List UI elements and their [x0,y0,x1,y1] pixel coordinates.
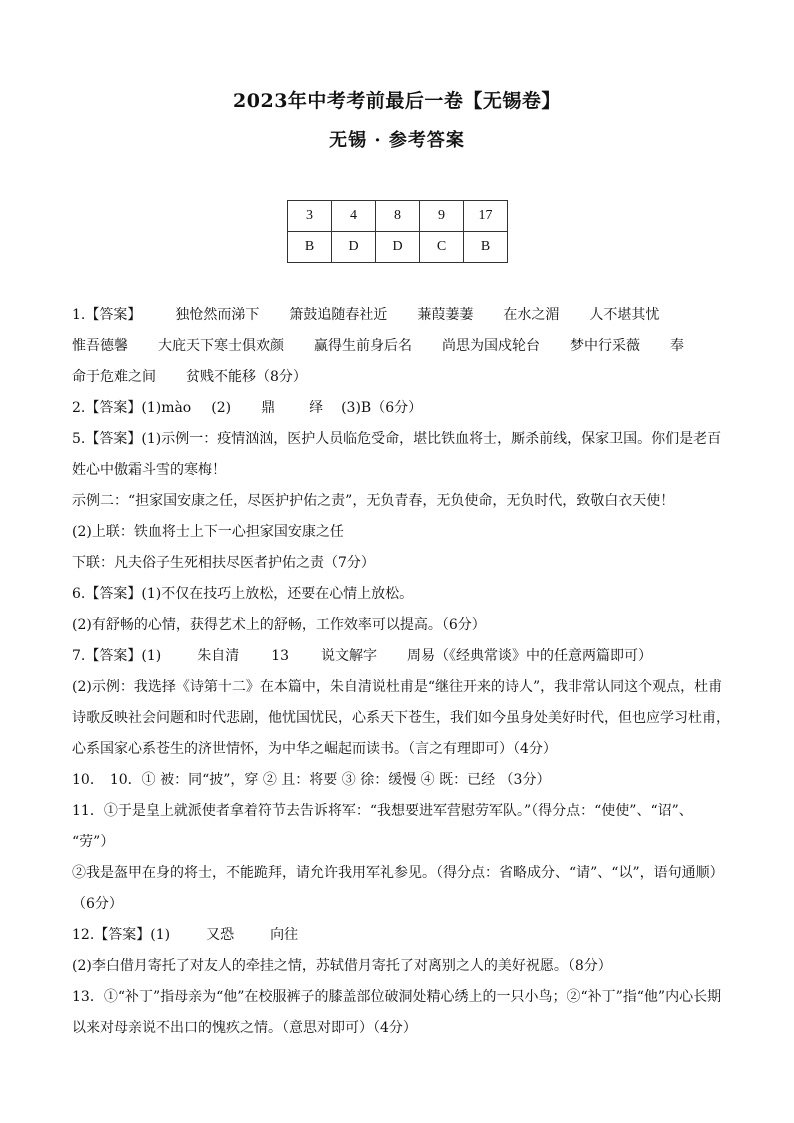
answer-segment: (3)B（6分） [341,400,423,416]
answer-segment: 13．①“补丁”指母亲为“他”在校服裤子的膝盖部位破洞处精心绣上的一只小鸟；②“补丁”指“他”内心长期 [72,989,722,1005]
answer-segment: 在水之湄 [503,307,560,323]
answer-segment: (2) [211,400,232,416]
answer-segment: 尚思为国戍轮台 [442,338,540,354]
answer-segment: （6分） [72,896,123,912]
answer-segment: 奉 [670,338,684,354]
answer-line [72,796,732,827]
answer-segment: 向往 [270,927,299,943]
answer-segment: 周易（《经典常谈》中的任意两篇即可） [407,648,653,664]
answer-line [72,951,732,982]
answer-segment: 箫鼓追随春社近 [289,307,388,323]
answer-cell: B [464,232,508,263]
answer-line [72,858,732,889]
question-number-cell: 4 [332,201,376,232]
answer-segment: 10． [72,772,104,788]
answer-line [72,1013,732,1044]
answer-segment: (2)上联：铁血将士上下一心担家国安康之任 [72,524,344,540]
answer-segment: 鼎 [261,400,276,416]
answer-segment: 心系国家心系苍生的济世情怀，为中华之崛起而读书。（言之有理即可）（4分） [72,741,557,757]
answer-segment: 又恐 [206,927,235,943]
answer-segment: (2)李白借月寄托了对友人的牵挂之情，苏轼借月寄托了对离别之人的美好祝愿。（8分） [72,958,612,974]
answer-segment: 诗歌反映社会问题和时代悲剧，他忧国忧民，心系天下苍生，我们如今虽身处美好时代，但也应学习杜甫， [72,710,730,726]
answer-segment: 命于危难之间 [72,369,156,385]
answer-segment: 惟吾德馨 [72,338,128,354]
answer-line [72,610,732,641]
answer-segment: 2.【答案】(1)mào [72,400,192,416]
answer-line [72,393,732,424]
page-title: 2023年中考考前最后一卷【无锡卷】 [233,90,561,112]
answer-line [72,920,732,951]
answer-segment: 绎 [309,400,324,416]
answer-segment: 赢得生前身后名 [314,338,412,354]
answer-line [72,331,732,362]
answer-cell: B [288,232,332,263]
answer-segment: 蒹葭萋萋 [417,307,474,323]
answer-segment: 人不堪其忧 [589,307,660,323]
answer-segment: 13 [271,648,290,664]
answer-line [72,486,732,517]
answer-line [72,982,732,1013]
answer-line [72,827,732,858]
question-number-cell: 9 [420,201,464,232]
answer-line [72,672,732,703]
answer-segment: 5.【答案】(1)示例一：疫情汹汹，医护人员临危受命，堪比铁血将士，厮杀前线，保家卫国。你们是老百 [72,431,722,447]
multiple-choice-answer-table [287,200,508,263]
answer-line [72,734,732,765]
answer-segment: 12.【答案】(1) [72,927,171,943]
answer-segment: 示例二：“担家国安康之任，尽医护护佑之责”，无负青春，无负使命，无负时代，致敬白衣天使！ [72,493,675,509]
answer-segment: (2)示例：我选择《诗第十二》在本篇中，朱自清说杜甫是“继往开来的诗人”，我非常认同这个观点，杜甫 [72,679,723,695]
answer-line [72,300,732,331]
answer-cell: D [332,232,376,263]
answer-line [72,517,732,548]
answer-segment: 朱自清 [197,648,240,664]
question-number-row [288,201,508,232]
answer-line [72,579,732,610]
answer-segment: 梦中行采薇 [570,338,640,354]
answer-segment: 大庇天下寒士俱欢颜 [158,338,284,354]
answer-line [72,703,732,734]
answer-segment: 6.【答案】(1)不仅在技巧上放松，还要在心情上放松。 [72,586,414,602]
answer-segment: (2)有舒畅的心情，获得艺术上的舒畅，工作效率可以提高。（6分） [72,617,486,633]
answer-line [72,641,732,672]
answer-line [72,455,732,486]
answer-segment: “劳”） [72,834,115,850]
answer-segment: 1.【答案】 [72,307,142,323]
answer-segment: 11．①于是皇上就派使者拿着符节去告诉将军：“我想要进军营慰劳军队。”（得分点：“使使”、“诏”、 [72,803,693,819]
answer-line [72,889,732,920]
answer-line [72,362,732,393]
question-number-cell: 17 [464,201,508,232]
answer-line [72,424,732,455]
question-number-cell: 8 [376,201,420,232]
answer-segment: ②我是盔甲在身的将士，不能跪拜，请允许我用军礼参见。（得分点：省略成分、“请”、“以”，语句通顺） [72,865,724,881]
answer-cell: D [376,232,420,263]
question-number-cell: 3 [288,201,332,232]
answer-segment: 姓心中傲霜斗雪的寒梅！ [72,462,226,478]
answer-row [288,232,508,263]
answer-segment: 贫贱不能移（8分） [186,369,307,385]
answer-line [72,765,732,796]
answer-segment: 以来对母亲说不出口的愧疚之情。（意思对即可）（4分） [72,1020,417,1036]
answer-segment: 独怆然而涕下 [175,307,260,323]
answer-segment: 7.【答案】(1) [72,648,162,664]
answer-content [72,300,732,1044]
answer-segment: 10．① 被：同“披”，穿 ② 且：将要 ③ 徐：缓慢 ④ 既：已经 （3分） [109,772,551,788]
answer-line [72,548,732,579]
answer-segment: 说文解字 [321,648,378,664]
answer-cell: C [420,232,464,263]
page-subtitle: 无锡 · 参考答案 [329,130,465,151]
answer-segment: 下联：凡夫俗子生死相扶尽医者护佑之责（7分） [72,555,375,571]
